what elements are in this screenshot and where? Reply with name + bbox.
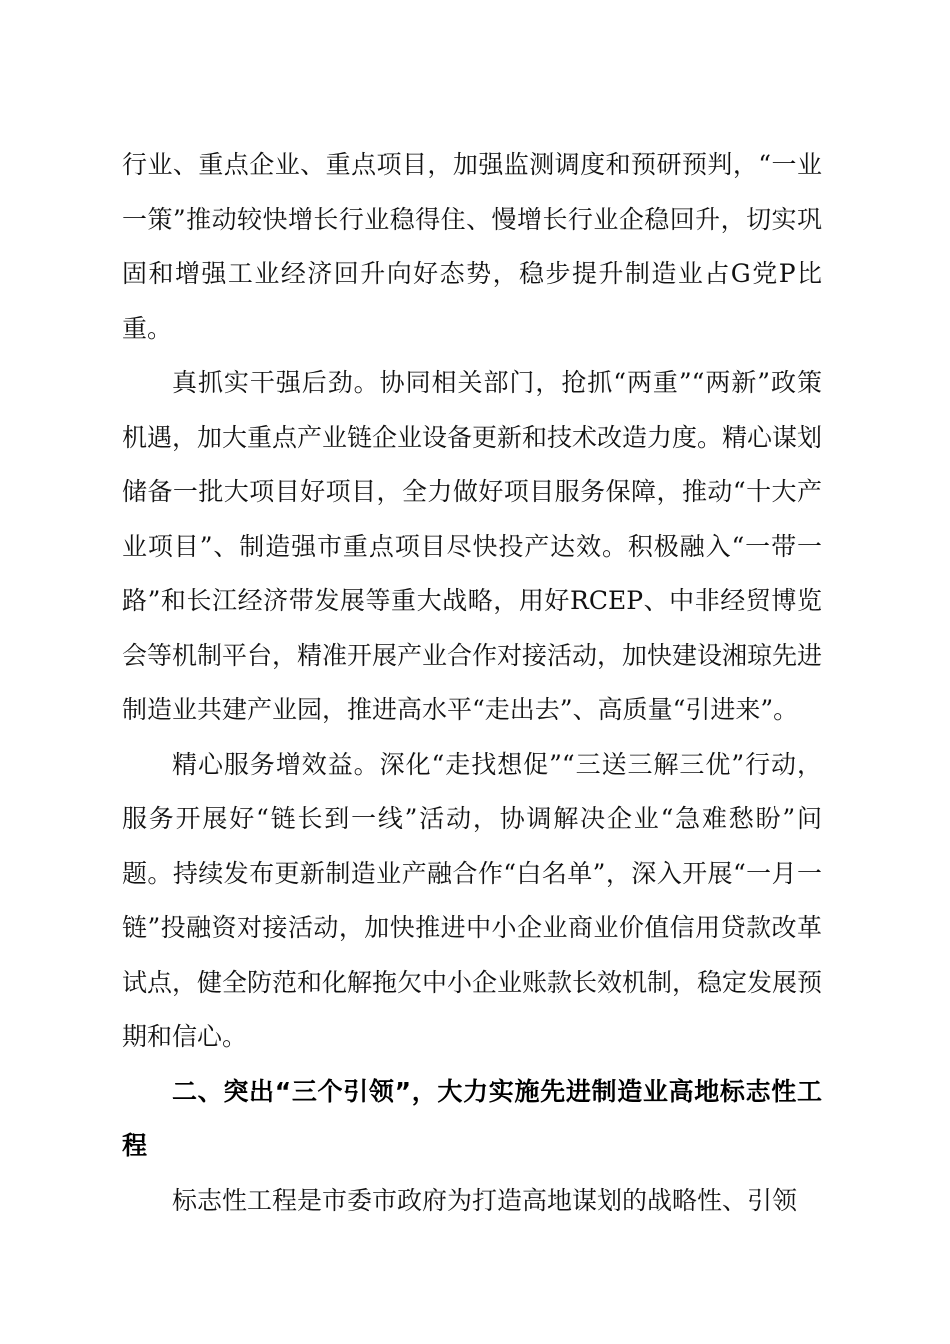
- paragraph-continuation: 行业、重点企业、重点项目，加强监测调度和预研预判，“一业一策”推动较快增长行业稳得住、慢增长行业企稳回升，切实巩固和增强工业经济回升向好态势，稳步提升制造业占G党P比重。: [122, 150, 822, 343]
- paragraph-strengthen-momentum: 真抓实干强后劲。协同相关部门，抢抓“两重”“两新”政策机遇，加大重点产业链企业设备更新和技术改造力度。精心谋划储备一批大项目好项目，全力做好项目服务保障，推动“十大产业项目”、制造强市重点项目尽快投产达效。积极融入“一带一路”和长江经济带发展等重大战略，用好RCEP、中非经贸博览会等机制平台，精准开展产业合作对接活动，加快建设湘琼先进制造业共建产业园，推进高水平“走出去”、高质量“引进来”。: [122, 368, 823, 724]
- section-heading: 二、突出“三个引领”，大力实施先进制造业高地标志性工程: [122, 1076, 822, 1160]
- document-body: [122, 138, 822, 1228]
- paragraph-landmark-project: 标志性工程是市委市政府为打造高地谋划的战略性、引领: [172, 1185, 798, 1215]
- paragraph-service-efficiency: 精心服务增效益。深化“走找想促”“三送三解三优”行动，服务开展好“链长到一线”活动，协调解决企业“急难愁盼”问题。持续发布更新制造业产融合作“白名单”，深入开展“一月一链”投融资对接活动，加快推进中小企业商业价值信用贷款改革试点，健全防范和化解拖欠中小企业账款长效机制，稳定发展预期和信心。: [122, 749, 823, 1051]
